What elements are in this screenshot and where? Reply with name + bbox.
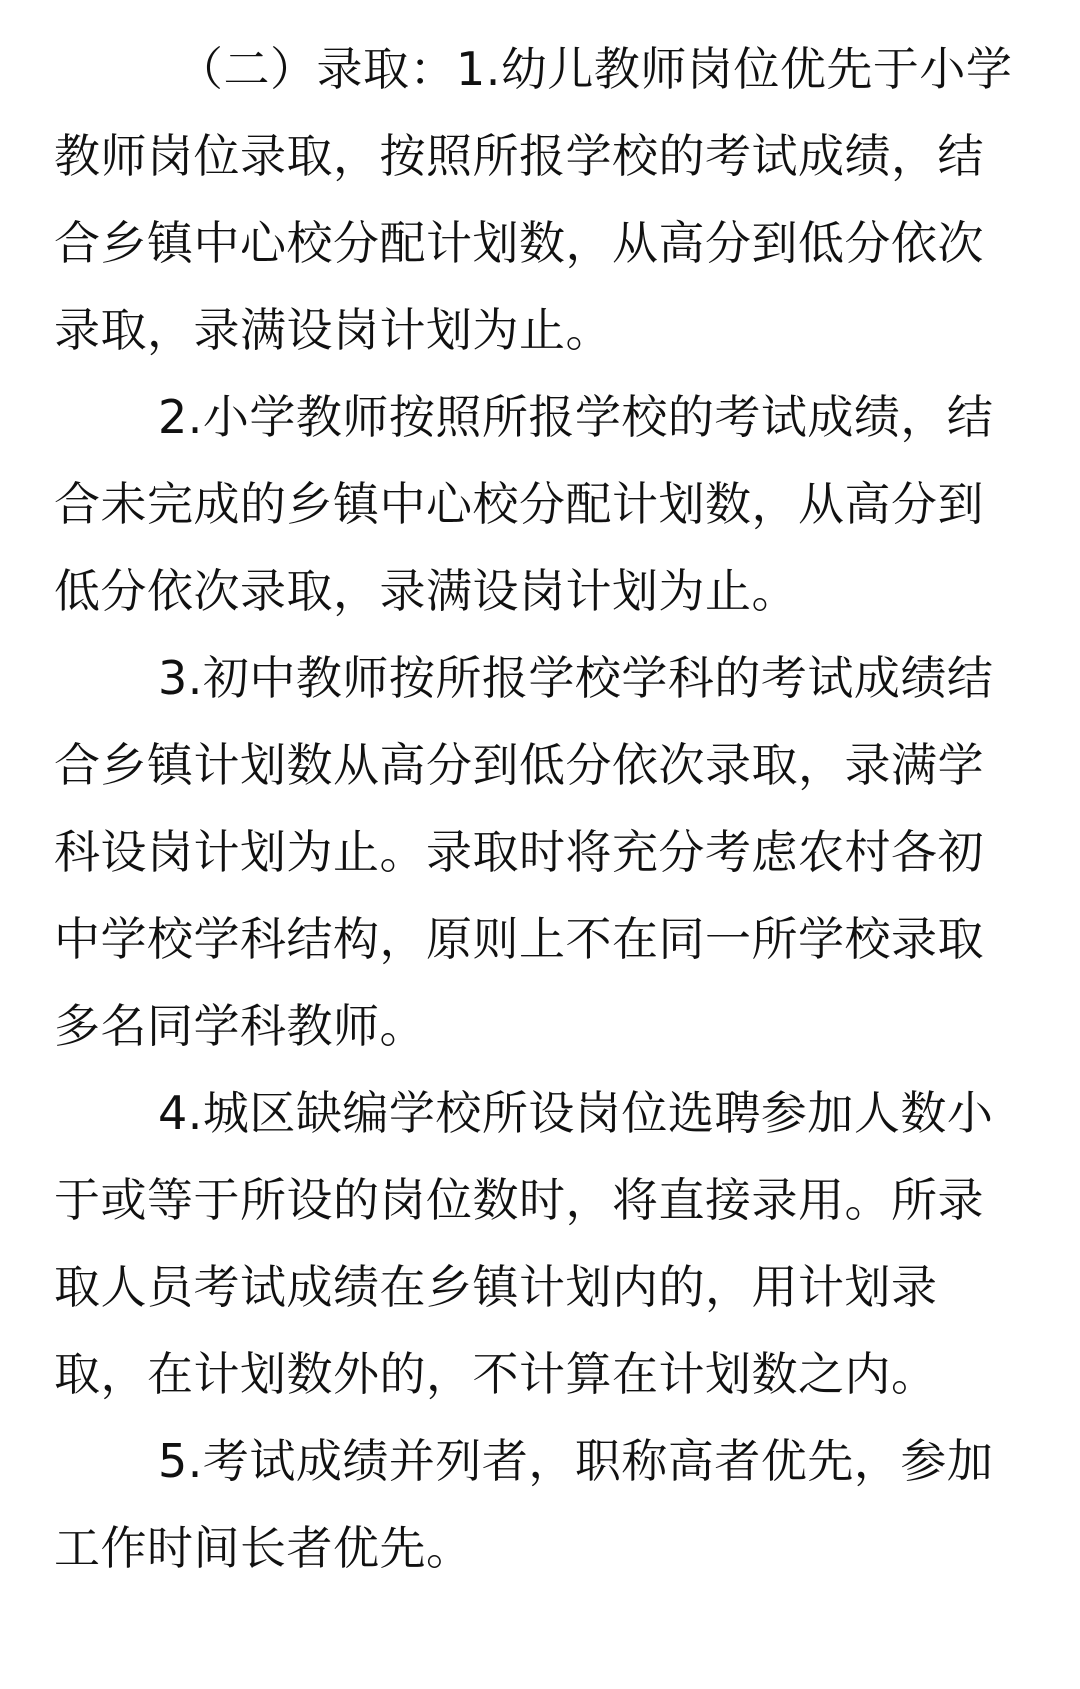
paragraph-admission-kindergarten (54, 26, 1029, 374)
text-line: 5.考试成绩并列者，职称高者优先，参加 (158, 1434, 994, 1488)
text-line: （二）录取：1.幼儿教师岗位优先于小学 (177, 42, 1013, 96)
paragraph-urban-schools (54, 1070, 1029, 1418)
text-line: 于或等于所设的岗位数时，将直接录用。所录 (54, 1173, 984, 1227)
paragraph-primary-teachers (54, 374, 1029, 635)
paragraph-middle-school-teachers (54, 635, 1029, 1070)
text-line: 取人员考试成绩在乡镇计划内的，用计划录 (54, 1260, 938, 1314)
text-line: 合乡镇中心校分配计划数，从高分到低分依次 (54, 216, 984, 270)
text-line: 科设岗计划为止。录取时将充分考虑农村各初 (54, 825, 984, 879)
text-line: 取，在计划数外的，不计算在计划数之内。 (54, 1347, 938, 1401)
text-line: 多名同学科教师。 (54, 999, 426, 1053)
text-line: 工作时间长者优先。 (54, 1521, 473, 1575)
document-body (54, 26, 1029, 1592)
text-line: 2.小学教师按照所报学校的考试成绩，结 (158, 390, 994, 444)
text-line: 合未完成的乡镇中心校分配计划数，从高分到 (54, 477, 984, 531)
text-line: 教师岗位录取，按照所报学校的考试成绩，结 (54, 129, 984, 183)
text-line: 合乡镇计划数从高分到低分依次录取，录满学 (54, 738, 984, 792)
paragraph-tie-break (54, 1418, 1029, 1592)
text-line: 中学校学科结构，原则上不在同一所学校录取 (54, 912, 984, 966)
text-line: 3.初中教师按所报学校学科的考试成绩结 (158, 651, 994, 705)
text-line: 4.城区缺编学校所设岗位选聘参加人数小 (158, 1086, 994, 1140)
text-line: 低分依次录取，录满设岗计划为止。 (54, 564, 798, 618)
text-line: 录取，录满设岗计划为止。 (54, 303, 612, 357)
